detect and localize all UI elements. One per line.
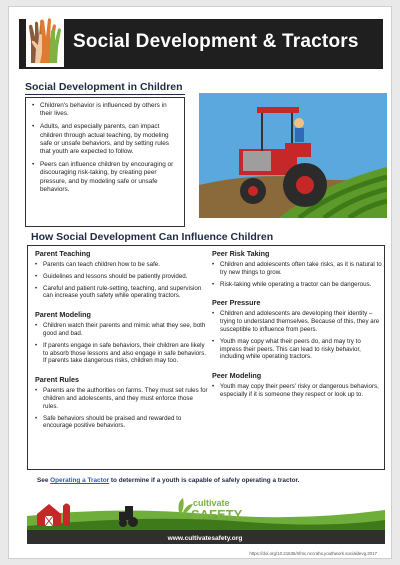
subheading-peer-modeling: Peer Modeling [212, 371, 262, 381]
list-item: • Children's behavior is influenced by others in their lives. [32, 102, 178, 118]
tractor-illustration [199, 93, 387, 218]
operating-a-tractor-link[interactable]: Operating a Tractor [50, 477, 110, 484]
list-item: • Children and adolescents are developing their identity – trying to understand themselves. Because of this, they are susceptible to influence from peers. [212, 310, 382, 333]
subheading-parent-rules: Parent Rules [35, 375, 79, 385]
list-item: • Risk-taking while operating a tractor can be dangerous. [212, 281, 382, 289]
list-item: • Guidelines and lessons should be patiently provided. [35, 273, 209, 281]
list-item: • Parents are the authorities on farms. They must set rules for children and adolescents, and they must enforce those rules. [35, 387, 209, 410]
subheading-parent-modeling: Parent Modeling [35, 310, 91, 320]
list-item: • Youth may copy what their peers do, and may try to impress their peers. This can lead to risky behavior, including while operating tractors. [212, 338, 382, 361]
logo-word-safety: SAFETY [191, 507, 243, 522]
list-item: • Parents can teach children how to be safe. [35, 261, 209, 269]
influence-box [27, 245, 385, 470]
list-item: • Safe behaviors should be praised and rewarded to encourage positive behaviors. [35, 415, 209, 431]
see-note [37, 477, 299, 484]
parent-influence-column [35, 249, 209, 434]
hands-logo-icon [23, 13, 67, 69]
intro-bullet-box [25, 97, 185, 227]
subheading-peer-pressure: Peer Pressure [212, 298, 261, 308]
logo-word-cultivate: cultivate [193, 498, 230, 508]
list-item: • If parents engage in safe behaviors, their children are likely to absorb those lessons and also engage in safe behaviors. If parents take dangerous risks, children may too. [35, 342, 209, 365]
list-item: • Adults, and especially parents, can impact children through actual teaching, by modeling safe or unsafe behaviors, and by setting rules that youth are expected to follow. [32, 123, 178, 156]
website-url[interactable]: www.cultivatesafety.org [167, 535, 243, 542]
list-item: • Children and adolescents often take risks, as it is natural to try new things to grow. [212, 261, 382, 277]
see-prefix: See [37, 477, 51, 484]
subheading-peer-risk-taking: Peer Risk Taking [212, 249, 270, 258]
peer-influence-column [212, 249, 382, 403]
list-item: • Children watch their parents and mimic what they see, both good and bad. [35, 322, 209, 338]
section-divider [25, 94, 185, 95]
list-item: • Peers can influence children by encouraging or discouraging risk-taking, by creating peer pressure, and by modeling safe or unsafe behaviors. [32, 161, 178, 194]
see-suffix: to determine if a youth is capable of safely operating a tractor. [109, 477, 300, 484]
fact-sheet-page [8, 6, 392, 559]
section-title-influence: How Social Development Can Influence Children [31, 231, 274, 243]
subheading-parent-teaching: Parent Teaching [35, 249, 91, 258]
doi-reference: https://doi.org/10.21636/nfmc.nccrahs.youthwork.socialdevg.2017 [249, 551, 377, 556]
header-banner [19, 19, 383, 69]
list-item: • Careful and patient rule-setting, teaching, and supervision can increase youth safety while operating tractors. [35, 285, 209, 301]
list-item: • Youth may copy their peers' risky or dangerous behaviors, especially if it is someone they respect or look up to. [212, 383, 382, 399]
section-title-social-development: Social Development in Children [25, 81, 183, 93]
page-title: Social Development & Tractors [73, 31, 359, 52]
